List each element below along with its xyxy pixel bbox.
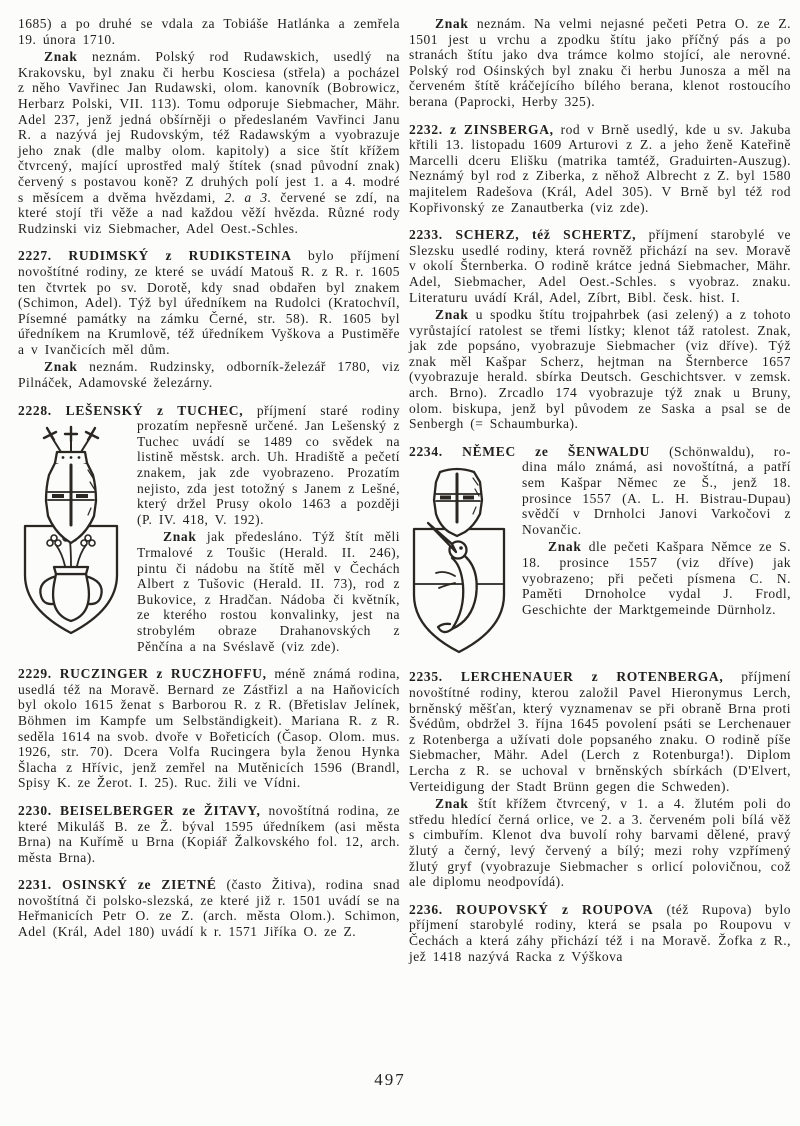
entry-2228-znak-body: jak předesláno. Týž štít měli Trmalové z Toušic (Herald. II. 246), pintu či nádobu na štítě měl v Čechách Albert z Tušovic (Herald. II. 73), rod z Bukovice, z Hradčan. Nádoba či květník, ze kterého rostou konvalinky, jest na strobylém obraze Drahanovských z Pěnčína a na Svéslavě (viz zde).: [137, 529, 400, 654]
entry-2235-paragraph: [409, 669, 791, 794]
entry-2233-heading: 2233. SCHERZ, též SCHERTZ,: [409, 227, 637, 243]
entry-2229-heading: 2229. RUCZINGER z RUCZHOFFU,: [18, 666, 267, 682]
znak-label: Znak: [435, 16, 469, 31]
znak-label: Znak: [163, 529, 197, 545]
entry-2235-znak-body: štít křížem čtvrcený, v 1. a 4. žlutém poli do středu hledící černá orlice, ve 2. a 3. červeném poli bílá věž s cimbuřím. Klenot dva buvolí rohy barvami dělené, pravý žlutý a černý, levý červený a bílý; mezi rohy vzpřímený žlutý gryf (vyobrazuje Siebmacher s orlicí polovičnou, což ale diplomu neodpovídá).: [409, 796, 791, 890]
entry-2234-heading: 2234. NĚMEC ze ŠENWALDU: [409, 443, 650, 459]
znak-label: Znak: [435, 796, 469, 812]
entry-2231-paragraph: [18, 877, 400, 939]
entry-2230-heading: 2230. BEISELBERGER ze ŽITAVY,: [18, 802, 261, 818]
entry-2228-line1-rest: příjmení staré rodiny: [243, 402, 400, 418]
znak-rudawski-text-1: neznám. Polský rod Rudawskich, usedlý na Krakovsku, byl znaku či herbu Kosciesa (střela) a pocházel z něho Vavřinec Jan Rudawski, olom. kanovník (Bobrowicz, Herbarz Polski, VII. 113). Tomu odporuje Siebmacher, Mähr. Adel 237, jenž jedná obšírněji o předeslaném Vavřinci Janu R. a nazývá jej Rudovským, též Radawským a vyobrazuje jeho znak (dle malby olom. kapitoly) a sice štít křížem čtvrcený, mající uprostřed malý štítek (snad původní znak) červený s postavou koně? Z druhých polí jest 1. a 4. modré s měsícem a dvěma hvězdami,: [18, 49, 400, 205]
entry-2227-body: bylo příjmení novoštítné rodiny, ze které se uvádí Matouš R. z R. r. 1605 ten čtvrtek po sv. Dorotě, kdy snad obdařen byl znakem (Schimon, Adel). Týž byl úředníkem na Rudolci (Kratochvíl, Písemné památky na zámku Černé, str. 58). R. 1605 byl úředníkem na Krumlově, též úředníkem Vyškova a Pustiměře a v Ivančicích měl dům.: [18, 248, 400, 357]
znak-rudawski-italic: 2. a 3.: [224, 189, 272, 205]
left-column: [18, 16, 400, 940]
entry-2227-heading: 2227. RUDIMSKÝ z RUDIKSTEINA: [18, 248, 292, 264]
entry-2228-body-text: prozatím nepřesně určené. Jan Lešenský z Tuchec uvádí se 1489 co svědek na listině městsk. arch. Uh. Hradiště a pečetí znakem, jak zde vyobrazeno. Prozatím nejisto, zda jest totožný s Janem z Lešné, který držel Prusy okolo 1463 a později (P. IV. 418, V. 192).: [137, 418, 400, 527]
entry-2233: [409, 227, 791, 432]
entry-2233-znak-body: u spodku štítu trojpahrbek (asi zelený) a z tohoto vyrůstající ratolest se třemi lístky; klenot táž ratolest. Znak, jak zde popsáno, vyobrazuje Siebmacher (viz dříve). Týž znak měl Kašpar Scherz, hejtman na Šternberce 1657 (vyobrazuje herald. sbírka Deutsch. Geschichtsver. v zemsk. arch. Brno). Zrcadlo 174 vyobrazuje týž znak u Bruny, olom. biskupa, jenž byl původem ze Saska a psal se de Senbergh (= Schaumburka).: [409, 307, 791, 432]
entry-2234-line1-rest: (Schönwaldu), ro-: [649, 443, 791, 459]
paragraph-continuation: [18, 16, 400, 47]
znak-osinsky-text: neznám. Na velmi nejasné pečeti Petra O. ze Z. 1501 jest u vrchu a zpodku štítu jako příčný pás a po stranách štítu jako dva trámce kolmo stojící, ale nerovné. Polský rod Ośinských byl znaku či herbu Junosza a měl na červeném štítě kráčejícího bílého berana, klenot rostoucího berana (Paprocki, Herby 325).: [409, 16, 791, 109]
entry-2232-paragraph: [409, 122, 791, 216]
entry-2235-znak-paragraph: [409, 796, 791, 890]
entry-2230-paragraph: [18, 803, 400, 865]
entry-2235: [409, 669, 791, 889]
entry-2232-body: rod v Brně usedlý, kde u sv. Jakuba křtili 13. listopadu 1609 Arturovi z Z. a jeho ženě Kateřině Marcelli dceru Elišku (matrika tamtéž, Graduirten-Auszug). Neznámý byl rod z Ziberka, z něhož Albrecht z Z. byl 1580 majitelem Radešova (Král, Adel 305). V Brně byl též rod Kopřivonský ze Zanautberka (viz zde).: [409, 121, 791, 215]
znak-label: Znak: [435, 307, 469, 323]
lesensky-coat-of-arms-figure: [18, 422, 124, 640]
entry-2228: [18, 403, 400, 655]
entry-2235-heading: 2235. LERCHENAUER z ROTENBERGA,: [409, 669, 724, 685]
page-number: 497: [374, 1070, 406, 1089]
znak-label: Znak: [548, 539, 582, 555]
entry-2227-znak-paragraph: [18, 359, 400, 390]
right-column: [409, 16, 791, 964]
entry-2229-body: méně známá rodina, usedlá též na Moravě. Bernard ze Zástřizl a na Haňovicích byl okolo 1615 ženat s Barborou R. z R. (Břetislav Jelínek, Böhmen im Kampfe um Selbständigkeit). Mariana R. z R. seděla 1614 na svob. dvoře v Bořeticích (Časop. Olom. mus. 1926, str. 70). Dcera Volfa Rucingera byla ženou Hynka Šlacha z Hřívic, jenž zemřel na Mutěnicích 1596 (Brandl, Spisy K. ze Žerot. I. 25). Ruc. žili ve Vídni.: [18, 666, 400, 791]
entry-2234-body-text: dina málo známá, asi novoštítná, a patří sem Kašpar Němec ze Š., jenž 18. prosince 1557 (A. L. H. Bistrau-Dupau) svědčí v Drnholci Janovi Varkočovi z Novančic.: [522, 459, 791, 537]
entry-2231-heading: 2231. OSINSKÝ ze ZIETNÉ: [18, 877, 217, 893]
entry-2236: [409, 902, 791, 964]
znak-paragraph-rudawski: [18, 49, 400, 236]
nemec-coat-of-arms-figure: [409, 463, 509, 655]
entry-2228-first-line: [18, 403, 400, 419]
entry-2231-body: (často Žitiva), rodina snad novoštítná či polsko-slezská, ze které již r. 1501 uvádí se na Heřmanicích Petr O. ze Z. (arch. města Olom.). Schimon, Adel (Král, Adel 180) uvádí k r. 1571 Jiříka O. ze Z.: [18, 877, 400, 940]
entry-2236-heading: 2236. ROUPOVSKÝ z ROUPOVA: [409, 901, 654, 917]
entry-2229-paragraph: [18, 666, 400, 791]
entry-2234: [409, 444, 791, 658]
entry-2234-znak-body: dle pečeti Kašpara Němce ze S. 18. prosince 1557 (viz dříve) jak vyobrazeno; při pečeti písmena C. N. Paměti Drnoholce vydal J. Frodl, Geschichte der Marktgemeinde Dürnholz.: [522, 539, 791, 617]
entry-2227: [18, 248, 400, 390]
entry-2234-flow: [409, 459, 791, 657]
entry-2230: [18, 803, 400, 865]
entry-2236-paragraph: [409, 902, 791, 964]
znak-rudawski-text-2: červené se zdí, na které stojí tři věže a nad každou věží hvězda. Různé rody Rudzinski viz Siebmacher, Adel Oest.-Schles.: [18, 189, 401, 236]
entry-2232: [409, 122, 791, 216]
entry-2229: [18, 666, 400, 791]
entry-2236-body: (též Rupova) bylo příjmení starobylé rodiny, která se psala po Roupovu v Čechách a která záhy přichází též i na Moravě. Žofka z R., jež 1418 nazývá Racka z Výškova: [409, 901, 791, 964]
entry-2234-first-line: [409, 444, 791, 460]
znak-label: Znak: [44, 359, 78, 375]
entry-2228-flow: [18, 418, 400, 654]
entry-2230-body: novoštítná rodina, ze které Mikuláš B. ze Ž. býval 1595 úředníkem (asi města Brna) na Kuřímě u Brna (Kopiář Žalkovského fol. 12, arch. města Brna).: [18, 802, 400, 865]
entry-2233-paragraph: [409, 227, 791, 305]
entry-2228-heading: 2228. LEŠENSKÝ z TUCHEC,: [18, 402, 244, 418]
znak-label: Znak: [44, 49, 78, 65]
entry-2235-body: příjmení novoštítné rodiny, kterou založil Pavel Hieronymus Lerch, brněnský měšťan, který vyznamenav se při obraně Brna proti Švédům, obdržel 3. října 1645 povolení psáti se Lerchenauer z Rotenberga a užívati dole popsaného znaku. O rodině píše Siebmacher, Mähr. Adel (Lerch z Rotenburga!). Diplom Lercha z R. se uchoval v brněnských sbírkách (D'Elvert, Verteidigung der Stadt Brünn gegen die Schweden).: [409, 669, 791, 794]
continuation-text: 1685) a po druhé se vdala za Tobiáše Hatlánka a zemřela 19. února 1710.: [18, 16, 400, 47]
znak-paragraph-osinsky: [409, 16, 791, 110]
entry-2233-body: příjmení starobylé ve Slezsku usedlé rodiny, která rovněž přichází na sev. Moravě v okolí Šternberka. O rodině krátce jedná Siebmacher, Mähr. Adel, Siebmacher, Adel Oest.-Schles. s vyobraz. znaku. Literaturu uvádí Král, Adel, Zíbrt, Bibl. česk. hist. I.: [409, 227, 791, 305]
entry-2232-heading: 2232. z ZINSBERGA,: [409, 121, 554, 137]
entry-2233-znak-paragraph: [409, 307, 791, 432]
entry-2227-paragraph: [18, 248, 400, 357]
entry-2231: [18, 877, 400, 939]
entry-2227-znak-body: neznám. Rudzinsky, odborník-železář 1780, viz Pilnáček, Adamovské železárny.: [18, 359, 400, 391]
